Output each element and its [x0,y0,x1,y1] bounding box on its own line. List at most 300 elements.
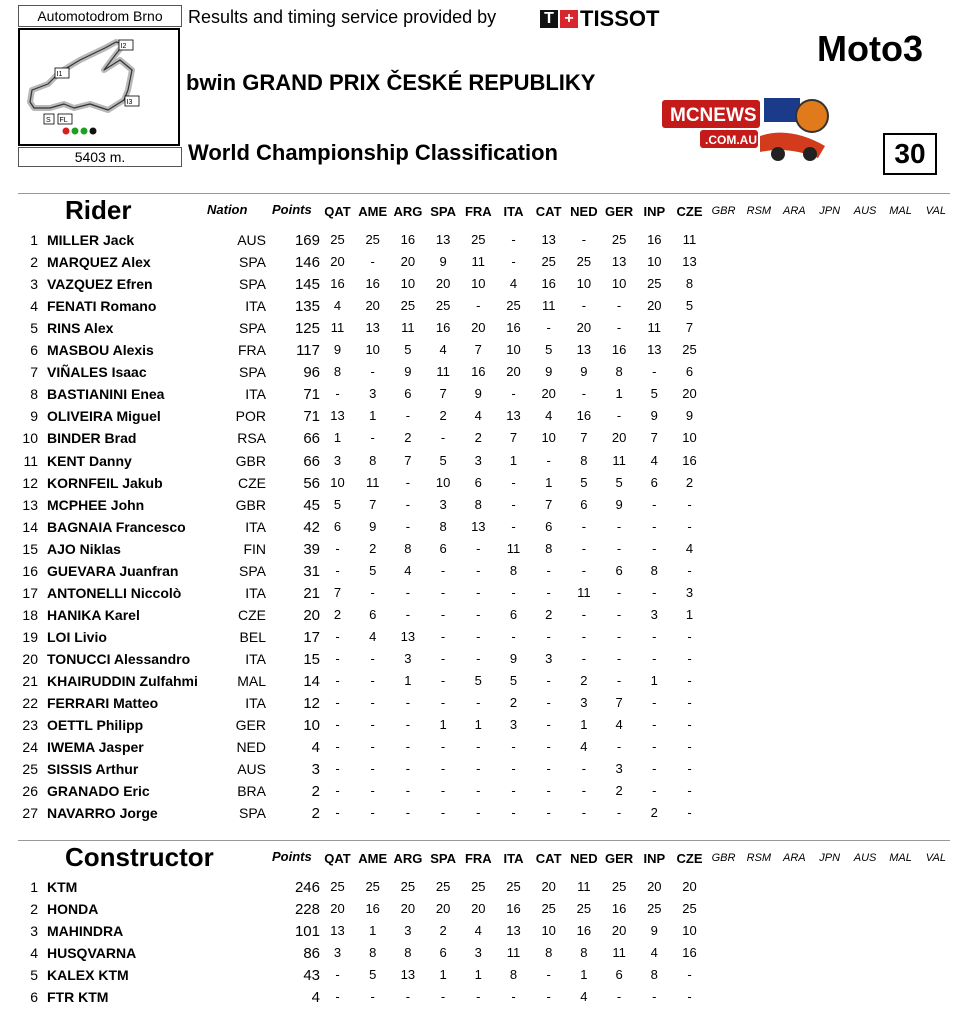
race-score: - [616,408,622,424]
race-score: - [687,562,692,578]
race-score: 16 [365,276,380,292]
race-score: 20 [330,901,345,916]
mcnews-domain: .COM.AU [705,133,757,147]
race-score: - [405,739,411,755]
race-score: 5 [333,496,342,512]
race-score: 1 [580,717,588,733]
race-score: 25 [576,254,592,270]
race-score: 20 [682,879,697,894]
points: 10 [303,717,320,735]
name: KTM [47,879,78,895]
race-score: 16 [611,901,627,916]
race-score: 10 [541,923,556,938]
nation: ITA [245,650,266,667]
points: 125 [294,320,320,338]
race-score: 1 [509,452,518,468]
constructor-col-ame: AME [358,851,388,866]
race-score: - [546,628,551,644]
constructor-col-ned: NED [570,851,598,866]
name: FTR KTM [47,989,109,1005]
name: TONUCCI Alessandro [47,650,191,667]
name: KENT Danny [47,452,132,469]
name: VIÑALES Isaac [47,364,147,381]
map-label-s: S [46,117,51,124]
race-score: - [476,562,481,578]
race-score: 5 [439,452,447,468]
points: 14 [303,673,320,690]
race-score: 13 [400,967,416,982]
race-score: 3 [474,945,482,960]
race-score: - [652,650,657,666]
name: GUEVARA Juanfran [47,562,179,579]
position: 3 [30,923,38,939]
race-score: 9 [650,923,658,938]
race-score: 6 [509,606,518,622]
name: GRANADO Eric [47,783,150,800]
track-length: 5403 m. [18,147,182,167]
race-score: - [405,496,411,512]
position: 7 [30,364,38,381]
position: 1 [30,879,38,895]
race-score: - [616,673,622,688]
race-score: - [335,989,340,1004]
race-score: 25 [365,879,380,894]
race-score: - [476,783,481,799]
race-score: 16 [682,945,697,960]
race-score: - [511,386,516,402]
rider-col-ame: AME [358,204,388,219]
points: 4 [311,989,320,1006]
race-score: - [440,783,446,799]
race-score: 13 [611,254,627,270]
race-score: 13 [471,518,486,534]
points: 56 [303,474,320,492]
position: 8 [30,386,38,403]
position: 21 [22,673,38,689]
race-score: - [335,805,340,821]
position: 5 [30,967,38,983]
race-score: - [546,584,551,600]
page-number: 30 [883,133,937,175]
race-score: 2 [474,430,482,446]
race-score: 6 [615,562,623,578]
nation: BRA [237,783,266,800]
race-score: 1 [369,923,377,938]
nation: GER [235,717,266,734]
race-score: 13 [400,628,416,644]
race-score: 4 [474,408,482,424]
name: IWEMA Jasper [47,739,144,756]
rider-col-qat: QAT [324,204,351,219]
points: 17 [303,628,320,646]
race-score: - [581,386,587,402]
race-score: - [405,805,411,821]
name: KHAIRUDDIN Zulfahmi [47,673,198,689]
race-score: 11 [506,945,521,960]
race-score: 7 [369,496,377,512]
race-score: 1 [580,967,588,982]
race-score: 13 [330,923,345,938]
position: 9 [30,408,38,425]
race-score: - [616,320,622,336]
race-score: 7 [685,320,694,336]
race-score: 4 [439,342,447,358]
race-score: 9 [650,408,658,424]
race-score: - [511,989,516,1004]
nation: CZE [238,474,266,491]
race-score: 6 [404,386,412,402]
race-score: - [370,739,375,755]
race-score: 4 [509,276,518,292]
race-score: 10 [682,430,697,446]
race-score: - [440,805,446,821]
nation-heading: Nation [207,202,248,217]
race-score: - [652,628,657,644]
name: MAHINDRA [47,923,124,939]
constructor-col-cat: CAT [535,851,562,866]
race-score: 20 [541,879,556,894]
race-score: - [616,584,622,600]
race-score: 6 [474,474,482,490]
points: 135 [294,298,320,316]
rider-col-cze: CZE [676,204,703,219]
race-score: 16 [576,408,592,424]
nation: ITA [245,518,266,535]
race-score: 11 [647,320,662,336]
race-score: 13 [506,408,521,424]
nation: RSA [237,430,266,447]
race-score: - [581,783,587,799]
points: 117 [296,342,320,360]
race-score: 2 [439,923,447,938]
race-score: - [370,650,375,666]
points: 42 [303,518,320,536]
race-score: 1 [369,408,377,424]
name: RINS Alex [47,320,114,337]
race-score: - [405,584,411,600]
constructor-col-cze: CZE [676,851,703,866]
race-score: - [370,673,375,688]
name: ANTONELLI Niccolò [47,584,182,601]
race-score: - [546,717,551,733]
race-score: - [511,474,516,490]
race-score: - [511,584,516,600]
race-score: - [405,606,411,622]
race-score: - [616,628,622,644]
constructor-future-col-rsm: RSM [746,852,772,864]
race-score: 16 [400,232,416,247]
race-score: 20 [576,320,592,336]
name: NAVARRO Jorge [47,805,158,822]
rider-future-col-mal: MAL [889,205,912,217]
position: 12 [22,474,38,491]
position: 10 [22,430,38,447]
position: 1 [30,232,38,248]
race-score: 5 [474,673,482,688]
race-score: - [440,584,446,600]
track-map-icon [20,30,178,144]
race-score: 8 [509,562,518,578]
race-score: 5 [685,298,694,314]
name: MARQUEZ Alex [47,254,151,271]
race-score: 25 [400,879,416,894]
race-score: 6 [545,518,553,534]
race-score: - [616,739,622,755]
race-score: 20 [647,879,662,894]
race-score: 10 [435,474,451,490]
race-score: 7 [580,430,588,446]
race-score: - [581,761,587,777]
position: 17 [22,584,38,601]
race-score: 13 [541,232,556,247]
race-score: 8 [650,562,658,578]
name: AJO Niklas [47,540,121,557]
race-score: 4 [615,717,623,733]
race-score: - [581,805,587,821]
race-score: - [476,650,481,666]
name: LOI Livio [47,628,107,645]
race-score: 7 [439,386,447,402]
race-score: 8 [439,518,447,534]
mcnews-logo [660,96,840,164]
race-score: - [476,695,481,711]
race-score: 25 [647,901,662,916]
event-title: bwin GRAND PRIX ČESKÉ REPUBLIKY [186,70,596,95]
race-score: - [440,562,446,578]
race-score: - [652,783,657,799]
race-score: - [581,232,587,247]
name: KORNFEIL Jakub [47,474,163,491]
race-score: 20 [541,386,556,402]
race-score: - [405,474,411,490]
race-score: - [546,989,551,1004]
points: 146 [294,254,320,272]
rider-future-col-rsm: RSM [746,205,772,217]
race-score: 25 [506,298,521,314]
race-score: - [511,496,516,512]
race-score: 1 [439,967,447,982]
position: 2 [30,254,38,271]
race-score: - [370,717,375,733]
rider-heading: Rider [65,195,132,225]
race-score: - [546,452,551,468]
nation: ITA [245,298,266,315]
race-score: 25 [330,879,345,894]
points: 71 [303,386,320,404]
race-score: - [652,717,657,733]
position: 23 [22,717,38,734]
constructor-col-arg: ARG [393,851,423,866]
race-score: 25 [435,879,451,894]
race-score: 5 [369,967,377,982]
race-score: 5 [650,386,658,402]
race-score: - [546,562,551,578]
race-score: 2 [650,805,658,821]
nation: SPA [239,254,266,271]
race-score: - [652,518,657,534]
race-score: - [687,695,692,711]
race-score: 1 [650,673,658,688]
constructor-future-col-gbr: GBR [711,852,736,864]
points: 169 [294,232,320,249]
race-score: 9 [474,386,482,402]
race-score: 6 [333,518,342,534]
race-score: 9 [615,496,623,512]
name: FENATI Romano [47,298,157,315]
name: KALEX KTM [47,967,129,983]
rider-col-spa: SPA [430,204,456,219]
nation: SPA [239,562,266,579]
race-score: - [546,673,551,688]
nation: GBR [235,452,266,469]
race-score: 3 [333,452,342,468]
race-score: - [405,989,411,1004]
race-score: 16 [682,452,697,468]
race-score: 8 [404,540,412,556]
race-score: 20 [682,386,697,402]
race-score: 2 [369,540,377,556]
points-heading: Points [272,849,312,864]
race-score: 7 [509,430,518,446]
race-score: 6 [369,606,377,622]
rider-col-ger: GER [605,204,634,219]
race-score: - [405,761,411,777]
race-score: 1 [615,386,623,402]
race-score: 20 [365,298,380,314]
race-score: - [687,717,692,733]
constructor-table-header [0,840,966,872]
race-score: 16 [541,276,556,292]
rider-col-ned: NED [570,204,598,219]
nation: ITA [245,695,266,712]
race-score: 20 [435,901,451,916]
race-score: 5 [615,474,623,490]
name: HONDA [47,901,99,917]
race-score: 5 [369,562,377,578]
nation: CZE [238,606,266,623]
position: 3 [30,276,38,293]
points: 66 [303,452,320,470]
constructor-col-spa: SPA [430,851,456,866]
race-score: 2 [580,673,588,688]
race-score: 8 [474,496,482,512]
race-score: 3 [650,606,658,622]
race-score: 25 [541,254,556,270]
race-score: - [546,695,551,711]
race-score: 2 [545,606,553,622]
race-score: 3 [439,496,447,512]
rider-future-col-gbr: GBR [711,205,736,217]
position: 11 [23,452,38,469]
race-score: 11 [330,320,345,336]
race-score: 9 [404,364,412,380]
race-score: - [687,989,692,1004]
race-score: 11 [436,364,450,380]
race-score: - [370,364,375,380]
rider-col-fra: FRA [464,204,492,219]
rider-col-arg: ARG [393,204,423,219]
race-score: - [616,540,622,556]
race-score: - [440,739,446,755]
race-score: 13 [647,342,662,358]
position: 4 [30,945,38,961]
position: 19 [22,628,38,645]
race-score: 4 [580,739,588,755]
race-score: - [335,761,340,777]
race-score: 9 [545,364,553,380]
position: 6 [30,342,38,359]
tissot-cross-icon: + [560,10,578,28]
constructor-future-col-aus: AUS [853,852,877,864]
position: 14 [22,518,38,535]
race-score: - [440,606,446,622]
race-score: 25 [611,232,627,247]
race-score: 25 [471,879,486,894]
race-score: - [335,540,340,556]
points: 45 [303,496,320,514]
race-score: - [616,989,622,1004]
points: 20 [303,606,320,624]
race-score: 4 [685,540,694,556]
race-score: 4 [474,923,482,938]
race-score: 5 [545,342,553,358]
rider-table-header [0,193,966,225]
race-score: 4 [545,408,553,424]
race-score: - [511,628,516,644]
points: 2 [311,783,320,801]
nation: FRA [238,342,266,359]
race-score: 5 [509,673,518,688]
name: MCPHEE John [47,496,145,513]
race-score: - [616,298,622,314]
nation: ITA [245,584,266,601]
name: MILLER Jack [47,232,135,248]
race-score: 25 [506,879,521,894]
race-score: - [546,739,551,755]
document-title: World Championship Classification [188,140,558,165]
race-score: 8 [580,945,588,960]
rider-col-ita: ITA [503,204,524,219]
name: BINDER Brad [47,430,137,447]
race-score: - [405,717,411,733]
race-score: - [652,584,657,600]
points: 15 [303,650,320,668]
race-score: - [370,695,375,711]
race-score: - [687,739,692,755]
timing-provider: Results and timing service provided by [188,7,497,27]
map-label-fl: FL [59,117,68,124]
points: 43 [303,967,320,984]
points: 12 [303,695,320,713]
race-score: 4 [650,945,658,960]
race-score: - [687,628,692,644]
race-score: 16 [471,364,486,380]
race-score: - [581,562,587,578]
race-score: 25 [471,232,486,247]
nation: SPA [239,805,266,822]
nation: ITA [245,386,266,403]
race-score: 25 [576,901,592,916]
tissot-wordmark: TISSOT [580,6,660,31]
points: 86 [303,945,320,962]
race-score: 7 [615,695,623,711]
race-score: - [616,518,622,534]
position: 4 [30,298,38,315]
race-score: 5 [580,474,588,490]
race-score: 3 [404,923,412,938]
race-score: - [652,540,657,556]
race-score: - [440,989,446,1004]
